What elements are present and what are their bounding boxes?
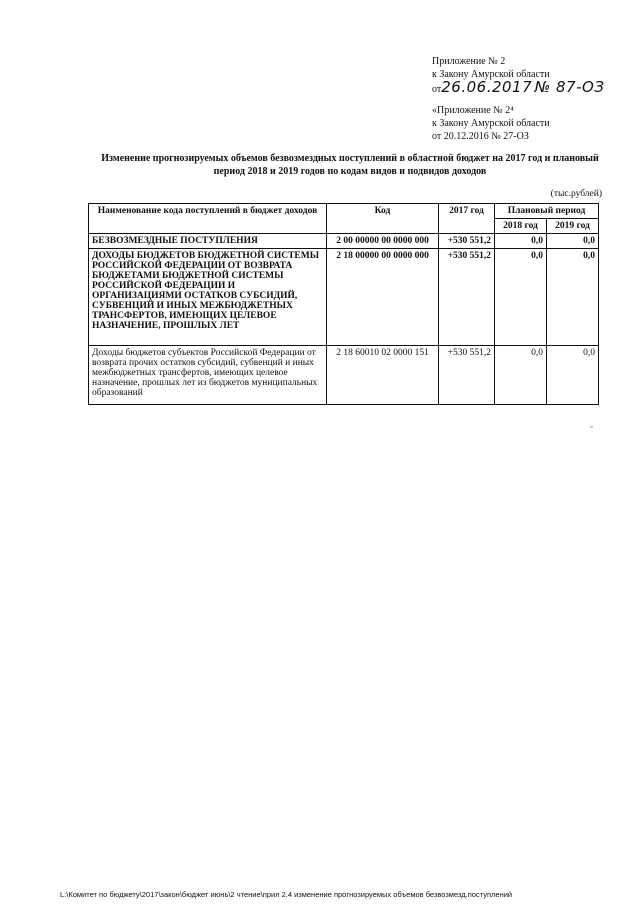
- table-row: [89, 234, 599, 249]
- row-name: ДОХОДЫ БЮДЖЕТОВ БЮДЖЕТНОЙ СИСТЕМЫ РОССИЙСКОЙ ФЕДЕРАЦИИ ОТ ВОЗВРАТА БЮДЖЕТАМИ БЮДЖЕТНОЙ СИСТЕМЫ РОССИЙСКОЙ ФЕДЕРАЦИИ И ОРГАНИЗАЦИЯМИ ОСТАТКОВ СУБСИДИЙ, СУБВЕНЦИЙ И ИНЫХ МЕЖБЮДЖЕТНЫХ ТРАНСФЕРТОВ, ИМЕЮЩИХ ЦЕЛЕВОЕ НАЗНАЧЕНИЕ, ПРОШЛЫХ ЛЕТ: [89, 249, 327, 346]
- appendix-law-ref: к Закону Амурской области: [432, 69, 550, 80]
- closing-quote-mark: »: [590, 424, 593, 430]
- original-appendix-number: «Приложение № 2⁴: [432, 105, 514, 116]
- table-row: [89, 346, 599, 405]
- row-code: 2 18 60010 02 0000 151: [327, 346, 439, 405]
- footer-file-path: L:\Комитет по бюджету\2017\закон\бюджет июнь\2 чтение\прил 2.4 изменение прогнозируемых объемов безвозмезд.поступлений: [60, 890, 513, 899]
- document-title: Изменение прогнозируемых объемов безвозмездных поступлений в областной бюджет на 2017 год и плановый период 2018 и 2019 годов по кодам видов и подвидов доходов: [101, 153, 599, 177]
- row-value-2018: 0,0: [495, 346, 547, 405]
- appendix-number: Приложение № 2: [432, 56, 506, 67]
- header-name: Наименование кода поступлений в бюджет доходов: [89, 204, 327, 234]
- units-label: (тыс.рублей): [550, 189, 602, 199]
- header-2019: 2019 год: [547, 219, 599, 234]
- row-name: Доходы бюджетов субъектов Российской Федерации от возврата прочих остатков субсидий, субвенций и иных межбюджетных трансфертов, имеющих целевое назначение, прошлых лет из бюджетов муниципальных образований: [89, 346, 327, 405]
- handwritten-number: № 87-ОЗ: [534, 78, 605, 96]
- header-planned-period: Плановый период: [495, 204, 599, 219]
- row-value-2017: +530 551,2: [439, 346, 495, 405]
- row-code: 2 00 00000 00 0000 000: [327, 234, 439, 249]
- date-prefix: от: [432, 84, 442, 95]
- header-2018: 2018 год: [495, 219, 547, 234]
- original-law-ref: к Закону Амурской области: [432, 118, 550, 129]
- row-value-2019: 0,0: [547, 346, 599, 405]
- table-row: [89, 249, 599, 346]
- appendix-header: [432, 55, 604, 96]
- appendix-date-line: [432, 78, 605, 96]
- handwritten-date: 26.06.2017: [441, 78, 533, 96]
- revenue-table: [88, 203, 599, 405]
- header-2017: 2017 год: [439, 204, 495, 234]
- row-value-2017: +530 551,2: [439, 249, 495, 346]
- row-value-2017: +530 551,2: [439, 234, 495, 249]
- row-value-2018: 0,0: [495, 249, 547, 346]
- row-code: 2 18 00000 00 0000 000: [327, 249, 439, 346]
- original-law-date: от 20.12.2016 № 27-ОЗ: [432, 131, 529, 142]
- original-appendix-header: [432, 104, 550, 143]
- row-value-2018: 0,0: [495, 234, 547, 249]
- row-value-2019: 0,0: [547, 234, 599, 249]
- row-name: БЕЗВОЗМЕЗДНЫЕ ПОСТУПЛЕНИЯ: [89, 234, 327, 249]
- header-code: Код: [327, 204, 439, 234]
- row-value-2019: 0,0: [547, 249, 599, 346]
